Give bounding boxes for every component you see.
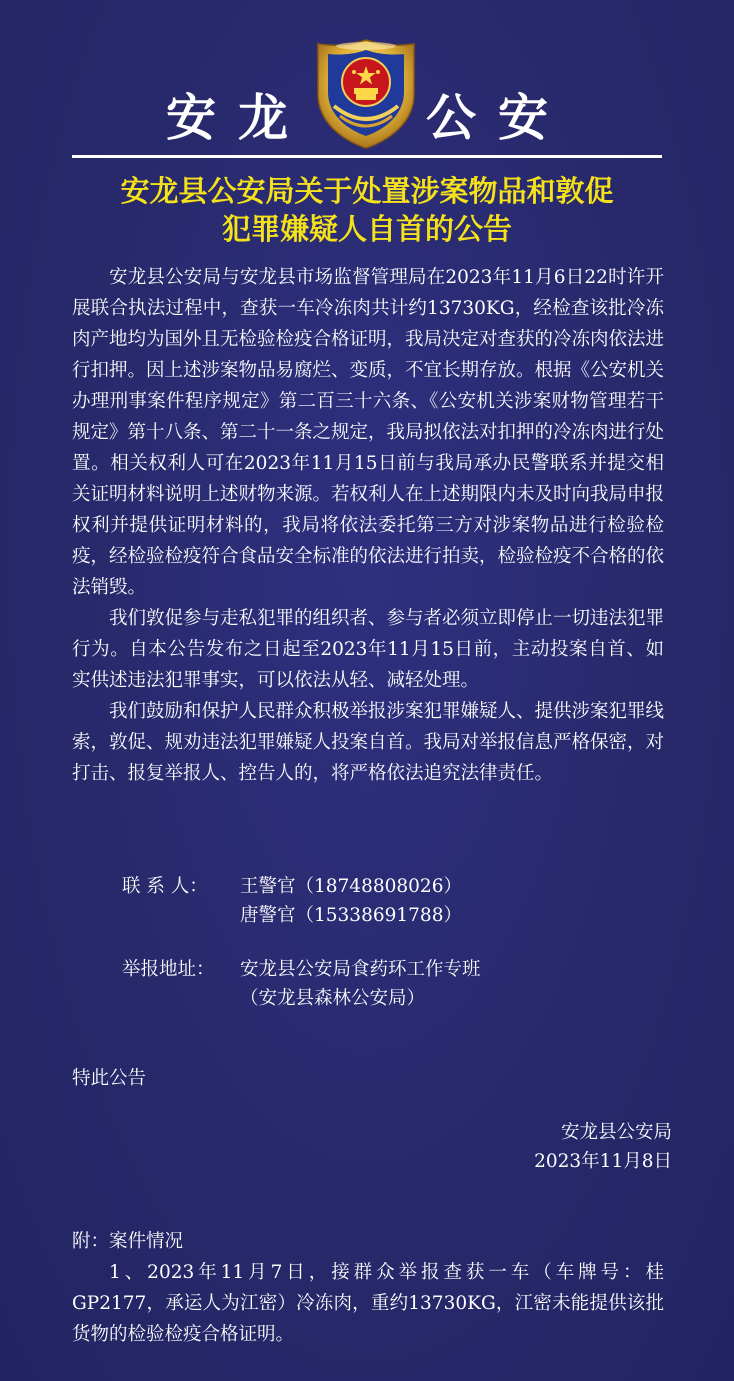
- notice-body: [72, 262, 664, 789]
- contact-person-1: 王警官（18748808026）: [240, 876, 462, 897]
- appendix-title: 附：案件情况: [72, 1231, 184, 1252]
- appendix-paragraph: 1、2023年11月7日，接群众举报查获一车（车牌号：桂GP2177，承运人为江密）冷冻肉，重约13730KG，江密未能提供该批货物的检验检疫合格证明。: [72, 1262, 664, 1345]
- contact-block: [122, 872, 462, 930]
- contact-label: 联 系 人：: [122, 876, 208, 897]
- header-title-left: 安龙: [166, 88, 310, 147]
- header-divider: [72, 155, 662, 158]
- header-title-right: 公安: [426, 88, 570, 147]
- signature-date: 2023年11月8日: [534, 1151, 672, 1172]
- report-label: 举报地址：: [122, 959, 215, 980]
- contact-person-2: 唐警官（15338691788）: [240, 905, 462, 926]
- headline: [0, 172, 734, 248]
- signature-org: 安龙县公安局: [560, 1122, 672, 1143]
- appendix: [72, 1226, 664, 1350]
- header: [0, 0, 734, 160]
- closing-text: 特此公告: [72, 1068, 147, 1089]
- signature: [534, 1118, 672, 1176]
- body-paragraph-3: 我们鼓励和保护人民群众积极举报涉案犯罪嫌疑人、提供涉案犯罪线索，敦促、规劝违法犯罪嫌疑人投案自首。我局对举报信息严格保密，对打击、报复举报人、控告人的，将严格依法追究法律责任。: [72, 701, 665, 784]
- report-address-block: [122, 955, 481, 1013]
- headline-line-1: 安龙县公安局关于处置涉案物品和敦促: [120, 174, 614, 208]
- police-emblem-icon: [310, 36, 422, 150]
- report-address-line-1: 安龙县公安局食药环工作专班: [240, 959, 481, 980]
- body-paragraph-2: 我们敦促参与走私犯罪的组织者、参与者必须立即停止一切违法犯罪行为。自本公告发布之日起至2023年11月15日前，主动投案自首、如实供述违法犯罪事实，可以依法从轻、减轻处理。: [72, 608, 665, 691]
- headline-line-2: 犯罪嫌疑人自首的公告: [221, 212, 512, 246]
- report-address-line-2: （安龙县森林公安局）: [240, 988, 426, 1009]
- body-paragraph-1: 安龙县公安局与安龙县市场监督管理局在2023年11月6日22时许开展联合执法过程中，查获一车冷冻肉共计约13730KG，经检查该批冷冻肉产地均为国外且无检验检疫合格证明，我局决定对查获的冷冻肉依法进行扣押。因上述涉案物品易腐烂、变质，不宜长期存放。根据《公安机关办理刑事案件程序规定》第二百三十六条、《公安机关涉案财物管理若干规定》第十八条、第二十一条之规定，我局拟依法对扣押的冷冻肉进行处置。相关权利人可在2023年11月15日前与我局承办民警联系并提交相关证明材料说明上述财物来源。若权利人在上述期限内未及时向我局申报权利并提供证明材料的，我局将依法委托第三方对涉案物品进行检验检疫，经检验检疫符合食品安全标准的依法进行拍卖，检验检疫不合格的依法销毁。: [72, 267, 665, 598]
